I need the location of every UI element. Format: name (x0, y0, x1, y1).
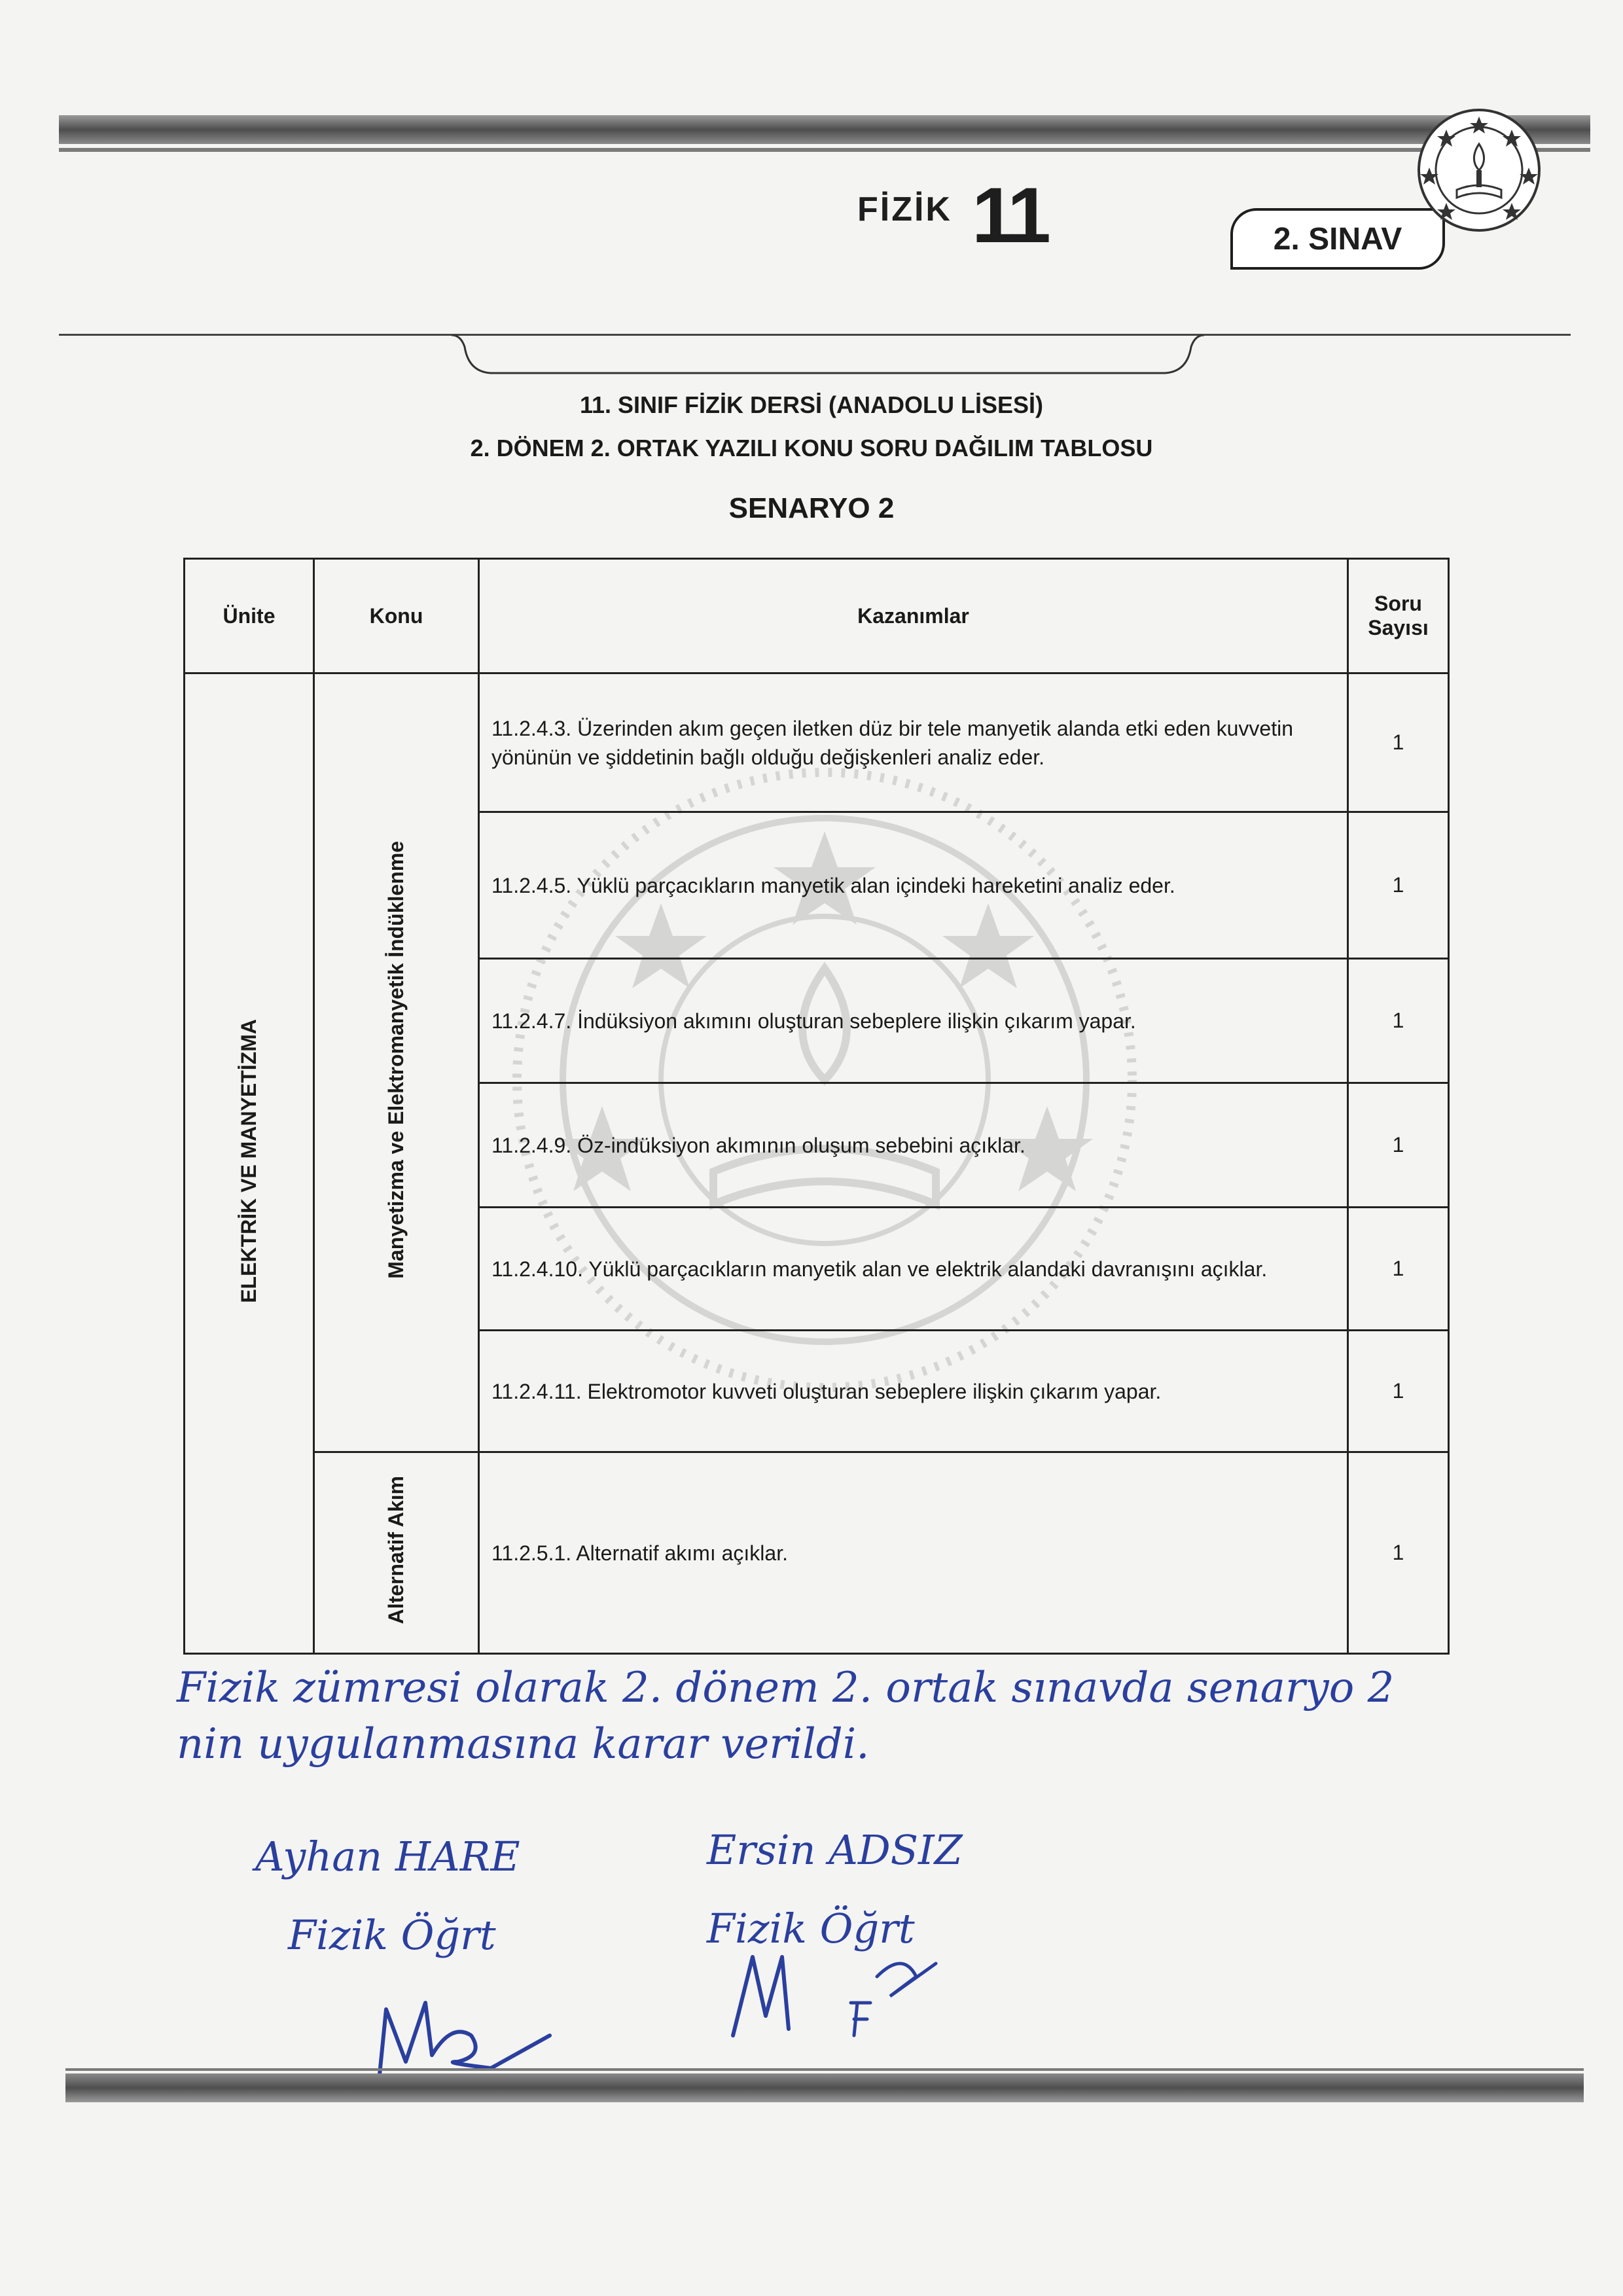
exam-label-text: 2. SINAV (1273, 221, 1402, 257)
count-cell: 1 (1348, 812, 1449, 959)
unit-label: ELEKTRİK VE MANYETİZMA (237, 1018, 260, 1303)
subject-label: FİZİK (857, 190, 952, 228)
teacher-2-signature (720, 1937, 955, 2055)
outcome-cell: 11.2.4.11. Elektromotor kuvveti oluşturan sebeplere ilişkin çıkarım yapar. (479, 1331, 1348, 1452)
header-unit: Ünite (185, 559, 314, 673)
header-count-line-2: Sayısı (1368, 616, 1429, 639)
table-row (185, 673, 1449, 812)
handwritten-note-line-1: Fizik zümresi olarak 2. dönem 2. ortak sınavda senaryo 2 (177, 1664, 1395, 1712)
table-row (185, 1452, 1449, 1654)
handwritten-note-line-2: nin uygulanmasına karar verildi. (177, 1720, 870, 1768)
teacher-1-title: Fizik Öğrt (288, 1911, 496, 1959)
title-line-1: 11. SINIF FİZİK DERSİ (ANADOLU LİSESİ) (579, 391, 1044, 418)
title-line-2: 2. DÖNEM 2. ORTAK YAZILI KONU SORU DAĞILIM TABLOSU (470, 435, 1153, 461)
header-outcomes: Kazanımlar (479, 559, 1348, 673)
count-cell: 1 (1348, 1331, 1449, 1452)
header-band-line (59, 148, 1590, 152)
count-cell: 1 (1348, 1083, 1449, 1208)
teacher-2-name: Ersin ADSIZ (707, 1826, 963, 1874)
header-count-line-1: Soru (1374, 592, 1422, 615)
outcome-cell: 11.2.4.3. Üzerinden akım geçen iletken düz bir tele manyetik alanda etki eden kuvvetin yönünün ve şiddetinin bağlı olduğu değişkenleri analiz eder. (479, 673, 1348, 812)
exam-label (1230, 208, 1445, 270)
outcome-cell: 11.2.4.10. Yüklü parçacıkların manyetik alan ve elektrik alandaki davranışını açıklar. (479, 1208, 1348, 1331)
header-topic: Konu (314, 559, 479, 673)
header-question-count (1348, 559, 1449, 673)
outcome-cell: 11.2.5.1. Alternatif akımı açıklar. (479, 1452, 1348, 1654)
distribution-table (183, 558, 1450, 1655)
outcome-cell: 11.2.4.7. İndüksiyon akımını oluşturan sebeplere ilişkin çıkarım yapar. (479, 959, 1348, 1083)
header-band (59, 115, 1590, 144)
count-cell: 1 (1348, 1208, 1449, 1331)
footer-band (65, 2073, 1584, 2102)
grade-number: 11 (972, 171, 1047, 259)
header-notch (452, 335, 1204, 376)
outcome-cell: 11.2.4.9. Öz-indüksiyon akımının oluşum sebebini açıklar. (479, 1083, 1348, 1208)
topic-cell-magnetism (314, 673, 479, 1452)
count-cell: 1 (1348, 1452, 1449, 1654)
teacher-1-name: Ayhan HARE (255, 1833, 520, 1880)
scenario-title: SENARYO 2 (728, 492, 895, 524)
table-header-row (185, 559, 1449, 673)
outcome-cell: 11.2.4.5. Yüklü parçacıkların manyetik alan içindeki hareketini analiz eder. (479, 812, 1348, 959)
unit-cell (185, 673, 314, 1654)
ministry-seal-icon (1414, 105, 1544, 236)
topic-cell-alternating (314, 1452, 479, 1654)
topic-label-magnetism: Manyetizma ve Elektromanyetik İndüklenme (384, 841, 408, 1279)
count-cell: 1 (1348, 959, 1449, 1083)
teacher-2-title: Fizik Öğrt (707, 1905, 915, 1952)
topic-label-alternating: Alternatif Akım (384, 1476, 408, 1624)
footer-band-line (65, 2068, 1584, 2071)
count-cell: 1 (1348, 673, 1449, 812)
